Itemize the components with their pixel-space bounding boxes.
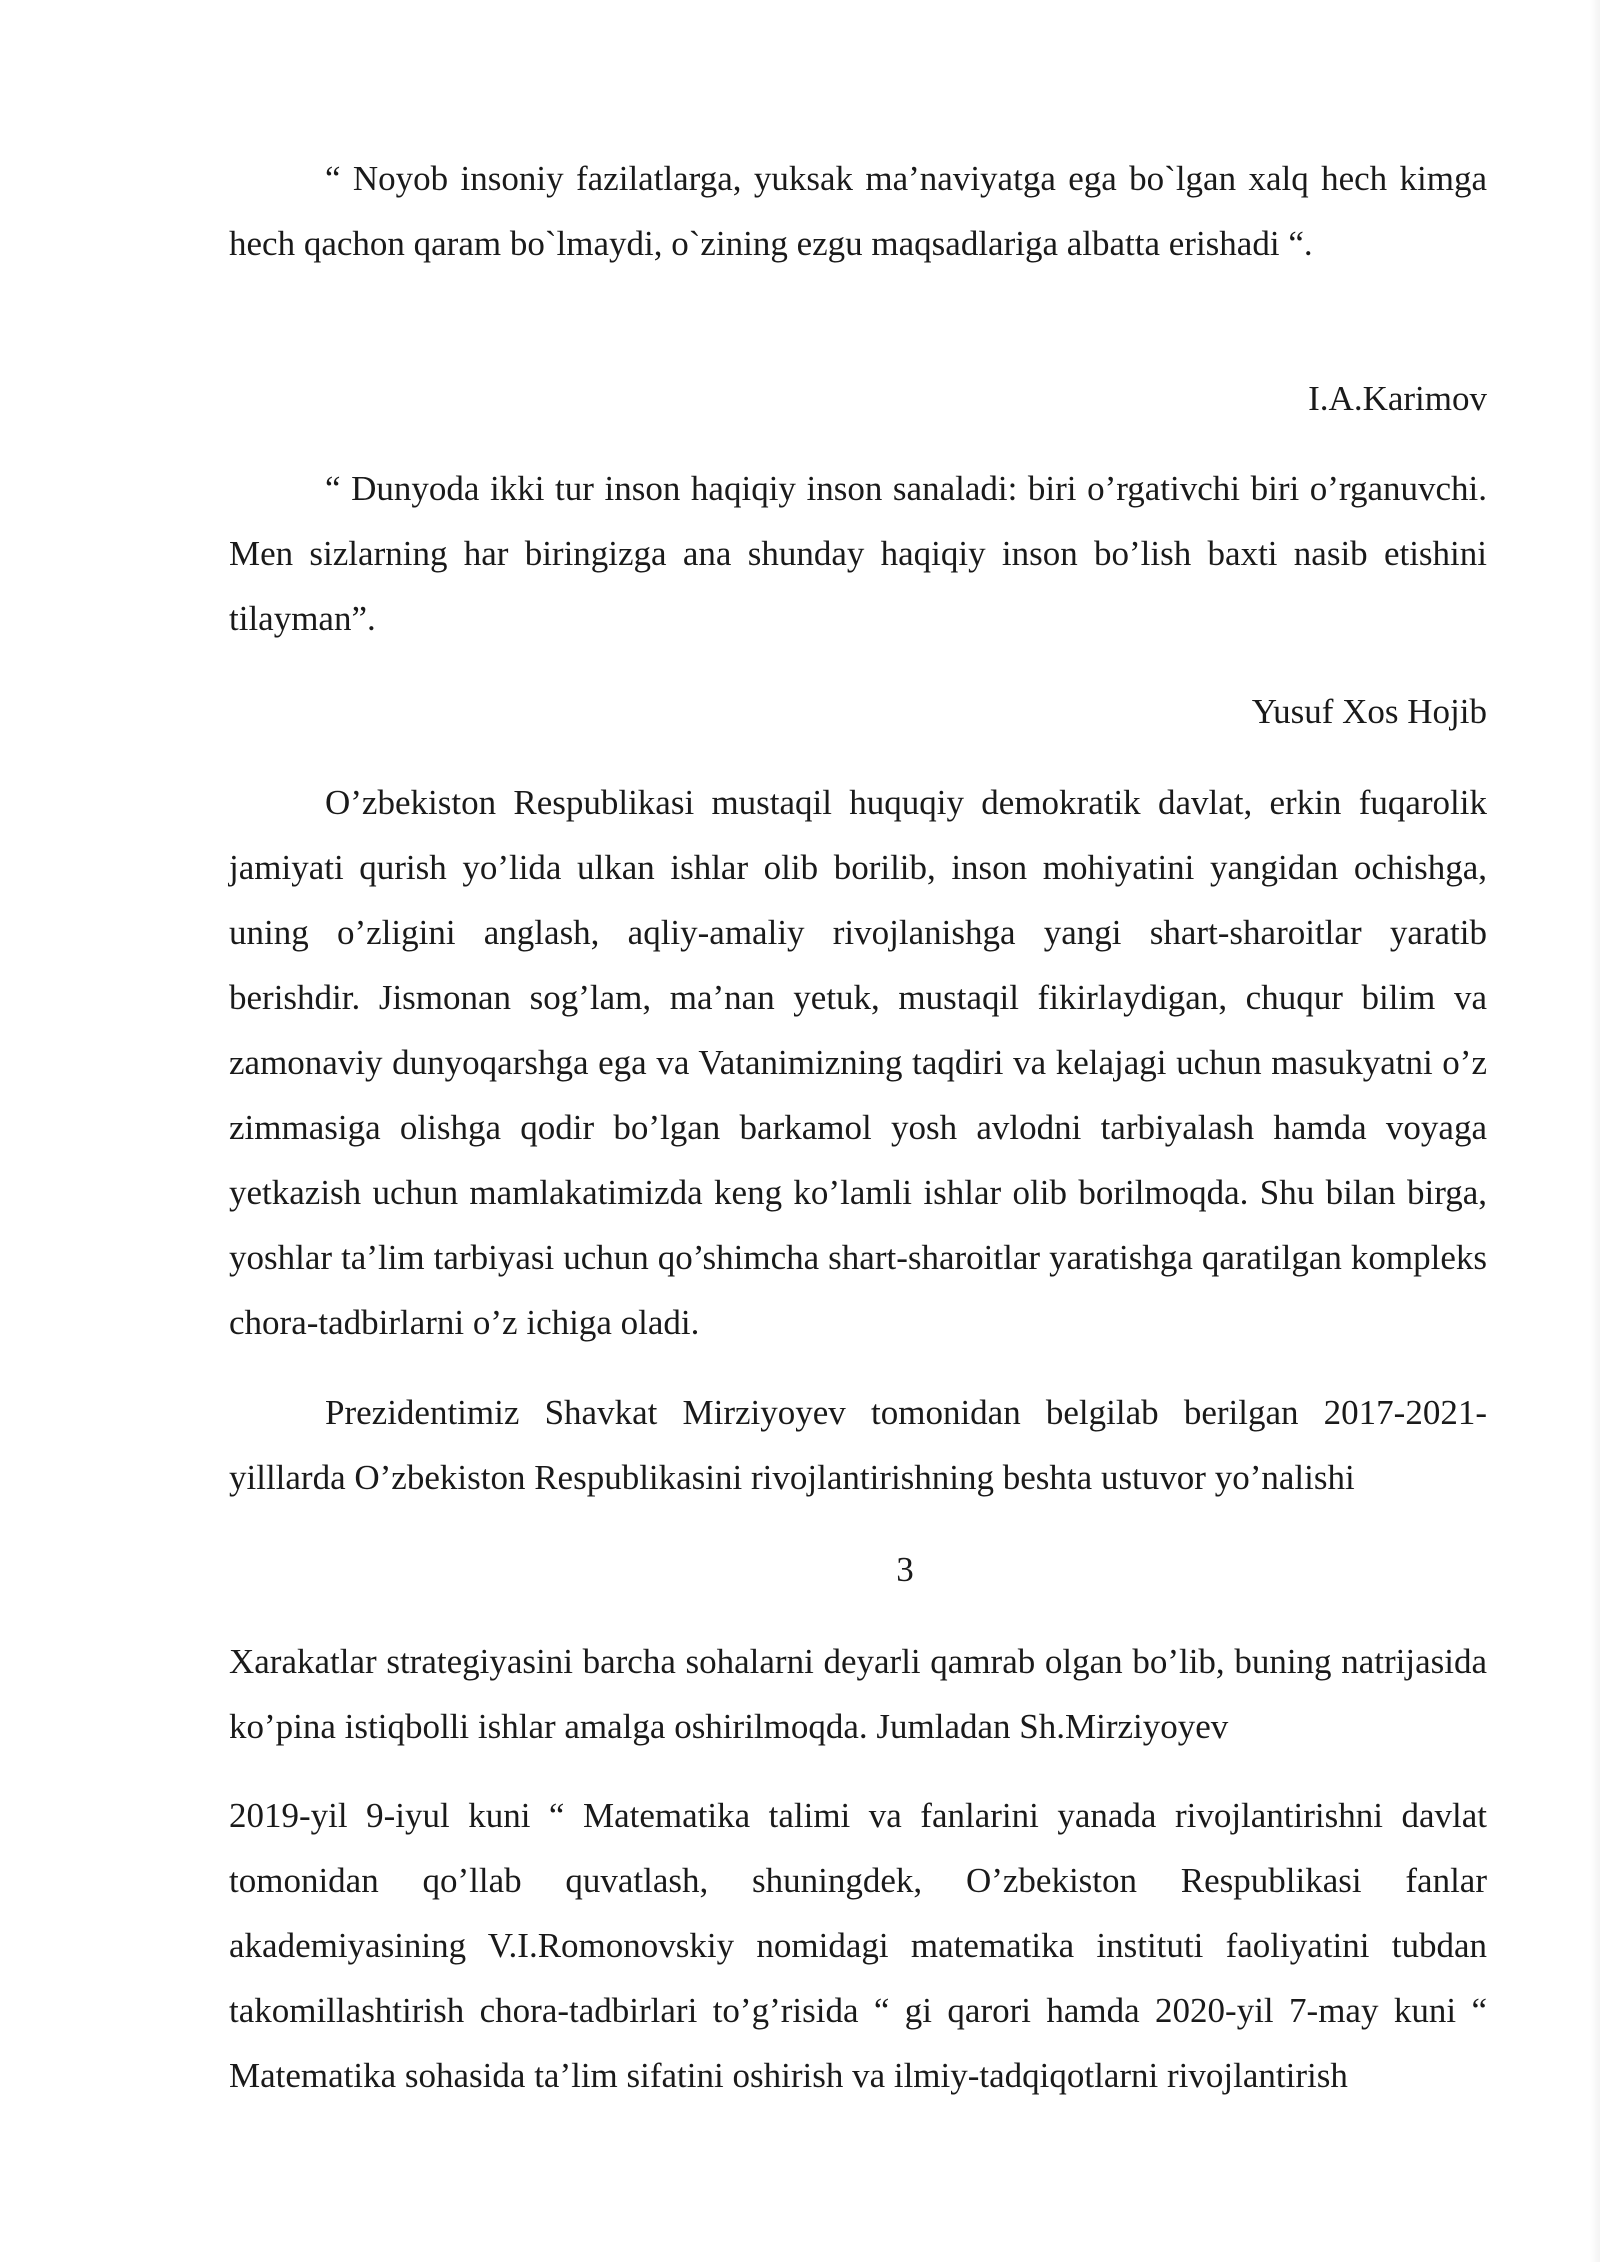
body-paragraph-3 xyxy=(229,1629,1487,1759)
body-paragraph-2 xyxy=(229,1380,1487,1510)
body-paragraph-4 xyxy=(229,1783,1487,2108)
page-number: 3 xyxy=(896,1550,914,1589)
quote-yusuf-text: “ Dunyoda ikki tur inson haqiqiy inson sanaladi: biri o’rgativchi biri o’rganuvchi. Men sizlarning har biringizga ana shunday haqiqiy inson bo’lish baxti nasib etishini tilayman”. xyxy=(229,469,1487,638)
quote-yusuf-author: Yusuf Xos Hojib xyxy=(1251,692,1487,731)
body-paragraph-2-text: Prezidentimiz Shavkat Mirziyoyev tomonidan belgilab berilgan 2017-2021-yilllarda O’zbekiston Respublikasini rivojlantirishning beshta ustuvor yo’nalishi xyxy=(229,1393,1487,1497)
body-paragraph-1 xyxy=(229,770,1487,1355)
quote-karimov xyxy=(229,146,1487,276)
body-paragraph-3-text: Xarakatlar strategiyasini barcha sohalarni deyarli qamrab olgan bo’lib, buning natrijasida ko’pina istiqbolli ishlar amalga oshirilmoqda. Jumladan Sh.Mirziyoyev xyxy=(229,1642,1487,1746)
page-edge-shadow xyxy=(1590,0,1600,2262)
body-paragraph-4-text: 2019-yil 9-iyul kuni “ Matematika talimi va fanlarini yanada rivojlantirishni davlat tomonidan qo’llab quvatlash, shuningdek, O’zbekiston Respublikasi fanlar akademiyasining V.I.Romonovskiy nomidagi matematika instituti faoliyatini tubdan takomillashtirish chora-tadbirlari to’g’risida “ gi qarori hamda 2020-yil 7-may kuni “ Matematika sohasida ta’lim sifatini oshirish va ilmiy-tadqiqotlarni rivojlantirish xyxy=(229,1796,1487,2095)
quote-yusuf xyxy=(229,456,1487,651)
body-paragraph-1-text: O’zbekiston Respublikasi mustaqil huquqiy demokratik davlat, erkin fuqarolik jamiyati qurish yo’lida ulkan ishlar olib borilib, inson mohiyatini yangidan ochishga, uning o’zligini anglash, aqliy-amaliy rivojlanishga yangi shart-sharoitlar yaratib berishdir. Jismonan sog’lam, ma’nan yetuk, mustaqil fikirlaydigan, chuqur bilim va zamonaviy dunyoqarshga ega va Vatanimizning taqdiri va kelajagi uchun masukyatni o’z zimmasiga olishga qodir bo’lgan barkamol yosh avlodni tarbiyalash hamda voyaga yetkazish uchun mamlakatimizda keng ko’lamli ishlar olib borilmoqda. Shu bilan birga, yoshlar ta’lim tarbiyasi uchun qo’shimcha shart-sharoitlar yaratishga qaratilgan kompleks chora-tadbirlarni o’z ichiga oladi. xyxy=(229,783,1487,1342)
quote-karimov-author: I.A.Karimov xyxy=(1308,379,1487,418)
quote-karimov-text: “ Noyob insoniy fazilatlarga, yuksak ma’naviyatga ega bo`lgan xalq hech kimga hech qachon qaram bo`lmaydi, o`zining ezgu maqsadlariga albatta erishadi “. xyxy=(229,159,1487,263)
